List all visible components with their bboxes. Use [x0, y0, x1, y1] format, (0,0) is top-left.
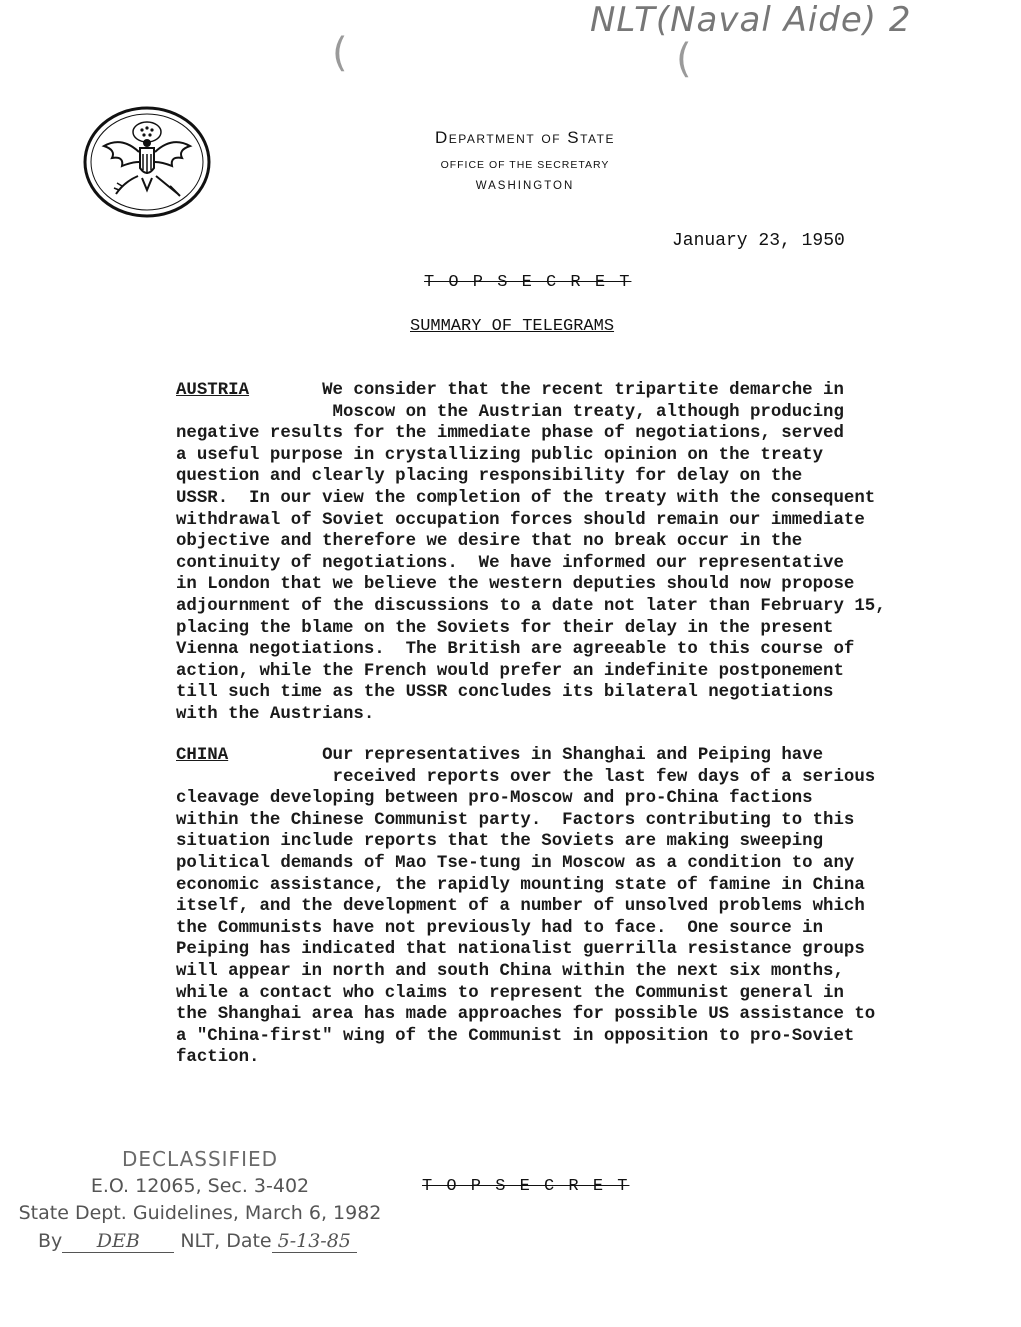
- handwritten-paren-mark: (: [332, 30, 348, 76]
- stamp-by-line: [38, 1230, 357, 1253]
- stamp-date-value: 5-13-85: [272, 1230, 357, 1253]
- declassification-stamp: [10, 1146, 390, 1227]
- document-date: January 23, 1950: [672, 231, 845, 251]
- section-body-austria: Moscow on the Austrian treaty, although producing negative results for the immediate phase of negotiations, served a useful purpose in crystallizing public opinion on the treaty question and clearly placing responsibility for delay on the USSR. In our view the completion of the treaty with the consequent withdrawal of Soviet occupation forces should remain our immediate objective and therefore we desire that no break occur in the continuity of negotiations. We have informed our representative in London that we believe the western deputies should now propose adjournment of the discussions to a date not later than February 15, placing the blame on the Soviets for their delay in the present Vienna negotiations. The British are agreeable to this course of action, while the French would prefer an indefinite postponement till such time as the USSR concludes its bilateral negotiations with the Austrians.: [176, 402, 886, 724]
- section-body-china: received reports over the last few days of a serious cleavage developing between pro-Moscow and pro-China factions within the Chinese Communist party. Factors contributing to this situation include reports that the Soviets are making sweeping political demands of Mao Tse-tung in Moscow as a condition to any economic assistance, the rapidly mounting state of famine in China itself, and the development of a number of unsolved problems which the Communists have not previously had to face. One source in Peiping has indicated that nationalist guerrilla resistance groups will appear in north and south China within the next six months, while a contact who claims to represent the Communist general in the Shanghai area has made approaches for possible US assistance to a "China-first" wing of the Communist in opposition to pro-Soviet faction.: [176, 767, 876, 1068]
- great-seal-icon: [82, 106, 212, 218]
- stamp-order: E.O. 12065, Sec. 3-402: [90, 1175, 310, 1197]
- stamp-agency-date-label: NLT, Date: [180, 1230, 272, 1252]
- handwritten-paren-mark: (: [676, 36, 692, 82]
- letterhead-city: WASHINGTON: [475, 180, 575, 192]
- section-china: [176, 745, 916, 1069]
- classification-top: T O P S E C R E T: [424, 273, 632, 292]
- section-first-line-china: Our representatives in Shanghai and Peiping have: [322, 746, 824, 765]
- stamp-by-initials: DEB: [62, 1230, 174, 1253]
- section-austria: [176, 380, 916, 726]
- section-first-line-austria: We consider that the recent tripartite demarche in: [322, 381, 844, 400]
- stamp-title: DECLASSIFIED: [121, 1147, 278, 1171]
- letterhead: [330, 128, 720, 192]
- letterhead-department: Department of State: [434, 128, 615, 147]
- section-heading-austria: AUSTRIA: [176, 381, 250, 400]
- classification-bottom: T O P S E C R E T: [422, 1177, 630, 1196]
- stamp-by-label: By: [38, 1230, 63, 1252]
- handwritten-archive-note: NLT(Naval Aide) 2: [590, 0, 912, 40]
- stamp-guidelines: State Dept. Guidelines, March 6, 1982: [18, 1202, 382, 1224]
- letterhead-office: OFFICE OF THE SECRETARY: [440, 159, 610, 171]
- section-heading-china: CHINA: [176, 746, 229, 765]
- document-title: SUMMARY OF TELEGRAMS: [410, 317, 615, 336]
